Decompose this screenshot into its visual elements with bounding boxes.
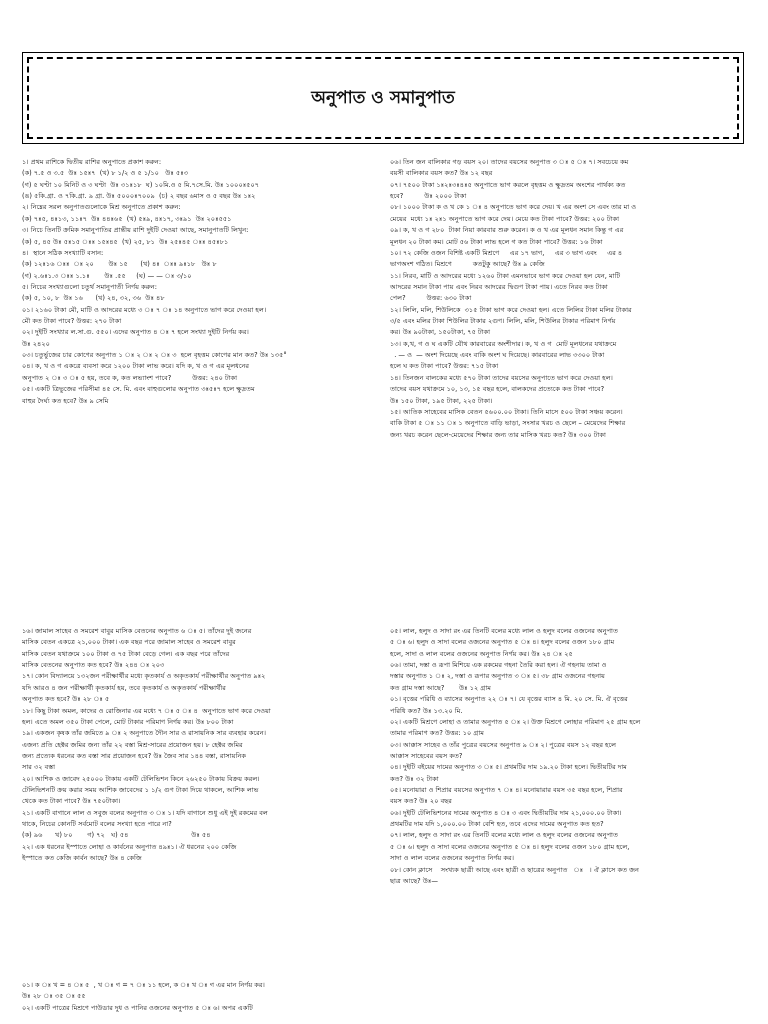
question-line: ১৫। আতিক সাহেবের মাসিক বেতন ৫৬০০.০০ টাকা। তিনি মাসে ৫০০ টাকা সঞ্চয় করেন। (390, 407, 623, 416)
question-line: . — ও — অংশ দিয়েছে এবং বাকি অংশ ঘ দিয়েছে। কারবারের লাভ ৩৩০০ টাকা (390, 351, 605, 360)
question-line: মাসিক বেতন যথাক্রমে ১০০ টাকা ও ৭৫ টাকা বেড়ে গেল। এক বছর পরে তাঁদের (22, 649, 230, 658)
question-line: ০৩। আক্কাস সাহেব ও তাঁর পুত্রের বয়সের অনুপাত ৯ ঃ ২। পুত্রের বয়স ১২ বছর হলে (390, 740, 617, 749)
question-line: ১৬। জামাল সাহেব ও সমরেশ বাবুর মাসিক বেতনের অনুপাত ৬ ঃ ৫। তাঁদের দুই জনের (22, 627, 252, 635)
question-line: ১১। নিরব, মাটি ও আদরের মধ্যে ১২৬০ টাকা এমনভাবে ভাগ করে দেওয়া হল যেন, মাটি (390, 271, 621, 280)
question-line: (ক) ১২ঃ১৬ ঃঃ ঃ ২০ উঃ ১৫ (খ) ৪ঃ ঃঃ ৯ঃ১৮ উঃ ৮ (22, 260, 217, 269)
question-line: কত? উঃ ৩২ টাকা (390, 774, 439, 783)
question-line: ১২। লিলি, মলি, শিউলিকে ৩১৫ টাকা ভাগ করে দেওয়া হল। এতে লিলির টাকা মলির টাকার (390, 305, 632, 314)
question-line: বাহুর দৈর্ঘ্য কত হবে? উঃ ৯ সেমি (22, 396, 109, 405)
question-line: আদরের সমান টাকা পায় এবং নিরব আদরের দ্বিগুণ টাকা পায়। এতে নিরব কত টাকা (390, 282, 608, 291)
question-line: ৪। স্থানে সঠিক সংখ্যাটি বসান: (22, 248, 104, 257)
question-line: মূলধন ২০ টাকা কম। মোট ৫৬ টাকা লাভ হলে গ কত টাকা পাবে? উত্তর: ১৬ টাকা (390, 237, 603, 246)
question-line: ০৯। ক, খ ও গ ২৮০ টাকা নিয়া কারবার শুরু করেন। ক ও খ এর মূলধন সমান কিন্তু গ এর (390, 226, 624, 235)
question-line: ০১। ২১৬০ টাকা মৌ, মাটি ও আদরের মধ্যে ৩ ঃ ৭ ঃ ১৪ অনুপাতে ভাগ করে দেওয়া হল। (22, 305, 267, 314)
question-line: (গ) ৫ ঘণ্টা ১০ মিনিট ও ৩ ঘণ্টা উঃ ৩১ঃ১৮ ঘ) ১০মি.ও ৫ মি.৭সে.মি. উঃ ১০০০ঃ৫০৭ (22, 180, 260, 189)
question-line: ১। প্রথম রাশিকে দ্বিতীয় রাশির অনুপাতে প্রকাশ করুন: (22, 158, 162, 166)
question-line: ১৭। কোন বিদ্যালয়ে ১৩২জন পরীক্ষার্থীর মধ্যে কৃতকার্য ও অকৃতকার্য পরীক্ষার্থীর অনুপাত ৯ঃ২ (22, 672, 266, 681)
question-line: মেয়ের মধ্যে ১ঃ ২ঃ১ অনুপাতে ভাগ করে দেয়। মেয়ে কত টাকা পাবে? উত্তর: ২০০ টাকা (390, 214, 620, 223)
question-line: মাসিক বেতন একত্রে ২১,০০০ টাকা। এক বছর পরে জামাল সাহেব ও সমরেশ বাবুর (22, 638, 236, 647)
question-line: ভাগঅংশ গঠিত। মিশ্রণে কতটুকু আছে? উঃ ৯ কেজি (390, 260, 545, 269)
question-line: হল। এতে অমল ৩৫০ টাকা পেলে, মোট টাকার পরিমাণ নির্ণয় কর। উঃ ৮০০ টাকা (22, 717, 234, 726)
question-line: ছাত্র আছে? উঃ— (390, 876, 439, 885)
question-line: ০১। বৃত্তের পরিধি ও ব্যাসের অনুপাত ২২ ঃ ৭। যে বৃত্তের ব্যাস ৪ মি. ২০ সে. মি. ঐ বৃত্তের (390, 695, 628, 704)
question-line: থেকে কত টাকা পাবে? উঃ ৭৫০টাকা। (22, 797, 121, 806)
question-line: ১৩। ক,খ, গ ও ঘ একটি যৌথ কারবারের অংশীদার। ক, খ ও গ মোট মূলধনের যথাক্রমে (390, 339, 617, 348)
question-line: (ঙ) ৫কি.গ্রা. ও ৭কি.গ্রা. ৯ গ্রা. উঃ ৫০০০ঃ৭০০৯ (চ) ২ বছর ৬মাস ও ৫ বছর উঃ ১ঃ২ (22, 192, 256, 201)
question-line: ১৮। কিছু টাকা অমল, কাদের ও রোজিনার এর মধ্যে ৭ ঃ ৫ ঃ ৪ অনুপাতে ভাগ করে দেওয়া (22, 706, 271, 715)
question-line: ০৩। চতুর্ভুজের চার কোণের অনুপাত ১ ঃ ২ ঃ ২ ঃ ৩ হলে বৃহত্তম কোণের মান কত? উঃ ১৩৫° (22, 351, 287, 360)
question-line: পেল? উত্তর: ৬৩০ টাকা (390, 294, 472, 303)
question-line: আক্কাস সাহেবের বয়স কত? (390, 751, 463, 760)
question-line: ৫। নিচের সংখ্যাগুলো চতুর্থ সমানুপাতী নির্ণয় করুন: (22, 282, 157, 291)
question-line: ৫ ঃ ৬। হলুদ ও সাদা বলের ওজনের অনুপাত ৫ ঃ ৪। হলুদ বলের ওজন ১৮০ গ্রাম (390, 638, 615, 647)
title-frame (22, 52, 744, 144)
questions-column-top-left (22, 158, 382, 408)
question-line: কর। উঃ ৯০টাকা, ১৫০টাকা, ৭৫ টাকা (390, 328, 490, 337)
question-line: ০২। একটি মিশ্রণে লোহা ও তামার অনুপাত ৫ ঃ ২। উক্ত মিশ্রণে লোহার পরিমাণ ২৫ গ্রাম হলে (390, 717, 641, 726)
question-line: বয়স কত? উঃ ২০ বছর (390, 797, 452, 806)
questions-column-bottom-left (22, 627, 382, 866)
question-line: ১৪। তিনজন বালকের মধ্যে ৫৭০ টাকা তাদের বয়সের অনুপাতে ভাগ করে দেওয়া হল। (390, 373, 613, 382)
question-line: ইস্পাতে কত কেজি কার্বন আছে? উঃ ৪ কেজি (22, 854, 142, 863)
question-line: ৩/৫ এবং মলির টাকা শিউলির টাকার ২গুণ। লিলি, মলি, শিউলির টাকার পরিমাণ নির্ণয় (390, 317, 616, 326)
page-title: অনুপাত ও সমানুপাত (311, 88, 455, 108)
question-line: ২১। একটি বাগানে লাল ও সবুজ বলের অনুপাত ৩ ঃ ১। যদি বাগানে শুধু এই দুই রকমের বল (22, 808, 268, 817)
question-line: (ক) ৭.৫ ও ৩.৫ উঃ ১৫ঃ৭ (খ) ৮ ১/২ ও ৫ ১/১০ উঃ ৫ঃ৩ (22, 169, 189, 178)
question-line: উঃ ২৮ ঃ ৩৫ ঃ ৫৫ (22, 992, 86, 1001)
question-line: দস্তার অনুপাত ১ ঃ ২, দস্তা ও রূপার অনুপাত ৩ ঃ ৫। ৩৮ গ্রাম ওজনের গহনায় (390, 672, 605, 681)
question-line: সাদা ও লাল বলের ওজনের অনুপাত নির্ণয় কর। (390, 854, 515, 863)
question-line: (ক) ৭ঃ৫, ৪ঃ১৩, ১১ঃ৭ উঃ ৪৪ঃ৬৫ (খ) ৫ঃ৯, ৪ঃ১৭, ৩ঃ৯১ উঃ ২০ঃ৫৫১ (22, 214, 232, 223)
question-line: থাকে, নিচের কোনটি সর্বমোট বলের সংখ্যা হতে পারে না? (22, 820, 172, 829)
question-line: তামার পরিমাণ কত? উত্তর: ১০ গ্রাম (390, 729, 484, 738)
question-line: ০২। একটি পাত্রের মিশ্রণে পাউডার দুধ ও পানির ওজনের অনুপাত ৫ ঃ ৬। অপর একটি (22, 1003, 253, 1012)
question-line: তাদের বয়স যথাক্রমে ১০, ১৩, ১৫ বছর হলে, বালকদের প্রত্যেকে কত টাকা পাবে? (390, 385, 605, 394)
question-line: মৌ কত টাকা পাবে? উত্তর: ২৭০ টাকা (22, 317, 122, 326)
question-line: জন্য খরচ করেন ছেলে-মেয়েদের শিক্ষার জন্য তার মাসিক খরচ কত? উঃ ৩০০ টাকা (390, 430, 606, 439)
question-line: ০৭। লাল, হলুদ ও সাদা রং এর তিনটি বলের মধ্যে লাল ও হলুদ বলের ওজনের অনুপাত (390, 831, 618, 840)
question-line: ২০। আশিক ও জাবেদ ২৫০০০ টাকায় একটি টেলিভিশন কিনে ২৬২৫০ টাকায় বিক্রয় করল। (22, 774, 260, 783)
question-line: ০৭। ৭৫০০ টাকা ১ঃ২ঃ৩ঃ৪ঃ৫ অনুপাতে ভাগ করলে বৃহত্তম ও ক্ষুদ্রতম অংশের পার্থক্য কত (390, 180, 626, 189)
question-line: হবে? উঃ ২০০০ টাকা (390, 192, 467, 201)
question-line: উঃ ২৪২০ (22, 339, 50, 348)
question-line: ৩। নিচে তিনটি ক্রমিক সমানুপাতির প্রান্তীয় রাশি দুইটি দেওয়া আছে, সমানুপাতটি লিখুন: (22, 226, 249, 235)
question-line: ৫ ঃ ৬। হলুদ ও সাদা বলের ওজনের অনুপাত ৫ ঃ ৪। হলুদ বলের ওজন ১৮০ গ্রাম হলে, (390, 842, 630, 851)
question-line: ০১। ক ঃ খ = ৪ ঃ ৫ , খ ঃ গ = ৭ ঃ ১১ হলে, ক ঃ খ ঃ গ এর মান নির্ণয় কর। (22, 981, 265, 989)
question-line: ০৬। দুইটি টেলিভিশনের দামের অনুপাত ৪ ঃ ৩ এবং দ্বিতীয়টির দাম ২১,০০০.০০ টাকা। (390, 808, 622, 817)
question-line: বাকি টাকা ৫ ঃ ১১ ঃ ১ অনুপাতে বাড়ি ভাড়া, সংসার খরচ ও ছেলে – মেয়েদের শিক্ষার (390, 419, 626, 428)
question-line: (ক) ৯৬ খ) ৮০ গ) ৭২ ঘ) ৫৪ উঃ ৫৪ (22, 831, 211, 840)
question-line: ১০। ৭২ কেজি ওজন বিশিষ্ট একটি মিশ্রণে এর ১৭ ভাগ, এর ৩ ভাগ এবং এর ৪ (390, 248, 623, 257)
question-line: (গ) ২.৬ঃ১.৩ ঃঃ ১.১ঃ উঃ .৫৫ (ঘ) — — ঃ ৩/১০ (22, 271, 192, 280)
question-line: (ক) ৫, ১০, ৮ উঃ ১৬ (খ) ২৪, ৩২, ৩৬ উঃ ৪৮ (22, 294, 165, 303)
question-line: ০২। দুইটি সংখ্যার ল.সা.গু. ৫৫০। এদের অনুপাত ৪ ঃ ৭ হলে সংখ্যা দুইটি নির্ণয় কর। (22, 328, 249, 337)
question-line: হলে, সাদা ও লাল বলের ওজনের অনুপাত নির্ণয় কর। উঃ ২৪ ঃ ২৫ (390, 649, 573, 658)
question-line: এজন্য প্রতি হেক্টর জমির জন্য তাঁর ২২ বস্তা মিশ্র-সারের প্রয়োজন হয়। ৮ হেক্টর জমির (22, 740, 243, 749)
question-line: ০৫। লাল, হলুদ ও সাদা রং এর তিনটি বলের মধ্যে লাল ও হলুদ বলের ওজনের অনুপাত (390, 627, 618, 635)
question-line: যদি আরও ৪ জন পরীক্ষার্থী কৃতকার্য হয়, তবে কৃতকার্য ও অকৃতকার্য পরীক্ষার্থীর (22, 683, 226, 692)
question-line: ২২। এক ধরনের ইস্পাতে লোহা ও কার্বনের অনুপাত ৪৯ঃ১। ঐ ধরনের ২০০ কেজি (22, 842, 237, 851)
question-line: মাসিক বেতনের অনুপাত কত হবে? উঃ ২৪৪ ঃ ২০৩ (22, 661, 165, 670)
question-line: জন্য প্রত্যেক ধরনের কত বস্তা সার প্রয়োজন হবে? উঃ জৈব সার ১৪৪ বস্তা, রাসায়নিক (22, 751, 247, 760)
question-line: ০৫। একটি ত্রিভুজের পরিসীমা ৪৫ সে. মি. এবং বাহুগুলোর অনুপাত ৩ঃ৫ঃ৭ হলে ক্ষুদ্রতম (22, 385, 255, 394)
question-line: ০৪। ক, খ ও গ একত্রে ব্যবসা করে ১২০০ টাকা লাভ করে। যদি ক, খ ও গ এর মূলধনের (22, 362, 250, 371)
questions-column-top-right (390, 158, 750, 442)
question-line: (ক) ৫, ৪৫ উঃ ৫ঃ১৫ ঃঃ ১৫ঃ৪৫ (খ) ২৫, ৮১ উঃ ২৫ঃ৪৫ ঃঃ ৪৫ঃ৮১ (22, 237, 229, 246)
question-line: উঃ ১৫০ টাকা, ১৯৫ টাকা, ২২৫ টাকা। (390, 396, 493, 405)
question-line: ০৮। ১০০০ টাকা ক ও খ কে ১ ঃ ৪ অনুপাতে ভাগ করে দেয়। খ এর অংশ সে এবং তার মা ও (390, 203, 637, 212)
question-line: ০৪। দুইটি বইয়ের দামের অনুপাত ৩ ঃ ৫। প্রথমটির দাম ১৯.২০ টাকা হলে। দ্বিতীয়টির দাম (390, 763, 627, 772)
question-line: হলে ঘ কত টাকা পাবে? উত্তর: ৭১৫ টাকা (390, 362, 499, 371)
question-line: কত গ্রাম দস্তা আছে? উঃ ১২ গ্রাম (390, 683, 491, 692)
question-line: ২। নিম্নের সরল অনুপাতগুলোকে মিশ্র অনুপাতে প্রকাশ করুন: (22, 203, 181, 212)
question-line: অনুপাত কত হবে? উঃ ২৮ ঃ ৫ (22, 695, 110, 704)
questions-column-bottom-right (390, 627, 750, 888)
question-line: ০৫। মনোয়ারা ও শিপ্রার বয়সের অনুপাত ৭ ঃ ৪। মনোয়ারার বয়স ৩৫ বছর হলে, শিপ্রার (390, 786, 623, 795)
question-line: ০৬। তিন জন বালিকার গড় বয়স ২০। তাদের বয়সের অনুপাত ৩ ঃ ৫ ঃ ৭। সবচেয়ে কম (390, 158, 629, 166)
question-line: পরিধি কত? উঃ ১৩.২০ মি. (390, 706, 463, 715)
question-line: ১৯। একজন কৃষক তাঁর জমিতে ৯ ঃ ২ অনুপাতে দৈৗন সার ও রাসায়নিক সার ব্যবহার করেন। (22, 729, 266, 738)
question-line: ০৮। কোন ক্লাসে সংখ্যক ছাত্রী আছে এবং ছাত্রী ও ছাত্রের অনুপাত ঃ । ঐ ক্লাসে কত জন (390, 865, 639, 874)
question-line: প্রথমটির দাম যদি ১,০০০.০০ টাকা বেশি হত, তবে এদের দামের অনুপাত কত হত? (390, 820, 604, 829)
question-line: বয়সী বালিকার বয়স কত? উঃ ১২ বছর (390, 169, 493, 178)
questions-column-footer (22, 981, 382, 1015)
question-line: ০৬। তামা, দস্তা ও রূপা মিশিয়ে এক রকমের গহনা তৈরি করা হল। ঐ গহনায় তামা ও (390, 661, 607, 670)
question-line: টেলিভিশনটি ক্রয় করার সময় আশিক জাবেদের ১ ১/২ গুণ টাকা দিয়ে থাকলে, আশিক লাভ (22, 786, 259, 795)
question-line: অনুপাত ২ ঃ ৩ ঃ ৫ হয়, তবে ক, কত লভ্যাংশ পাবে? উত্তর: ২৪০ টাকা (22, 373, 238, 382)
question-line: সার ৩২ বস্তা (22, 763, 55, 772)
